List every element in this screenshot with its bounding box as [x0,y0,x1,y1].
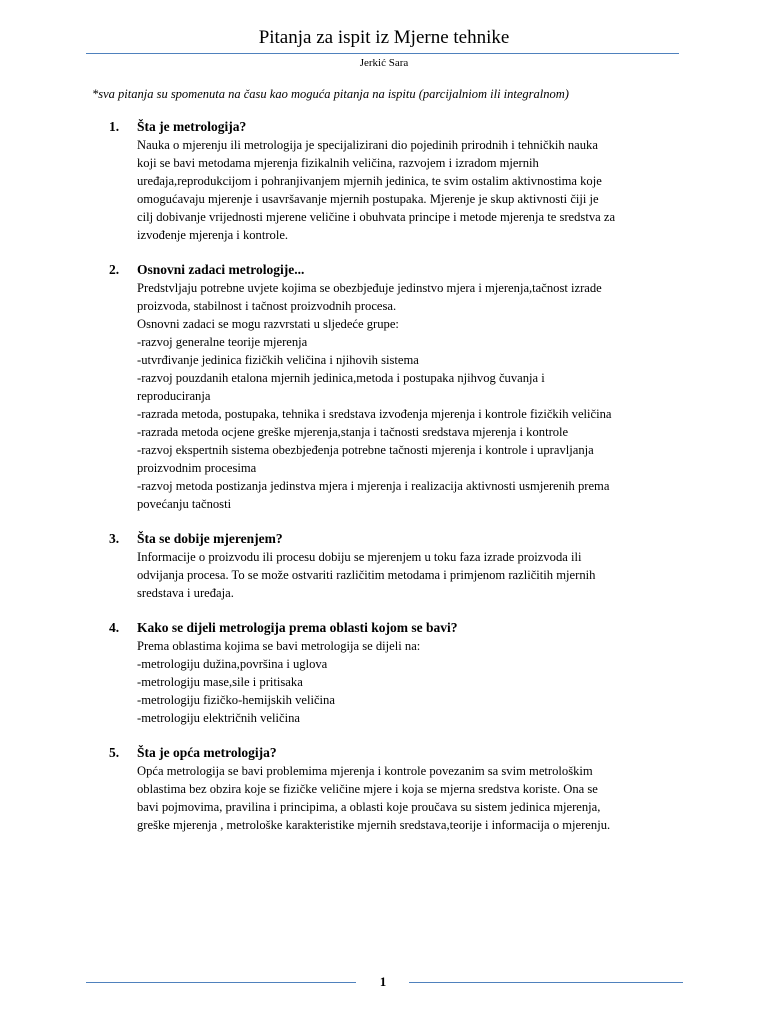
question-number: 4. [109,620,120,635]
question-item [109,261,689,513]
answer-line: -metrologiju mase,sile i pritisaka [137,675,303,689]
answer-line: Opća metrologija se bavi problemima mjerenja i kontrole povezanim sa svim metrološkim [137,764,593,778]
question-item [109,744,689,834]
question-item [109,530,689,602]
question-title: Šta se dobije mjerenjem? [137,531,283,546]
question-item [109,619,689,727]
answer-line: -metrologiju električnih veličina [137,711,300,725]
answer-line: bavi pojmovima, pravilina i principima, a oblasti koje proučava su sistem jedinica mjerenja, [137,800,601,814]
answer-line: odvijanja procesa. To se može ostvariti različitim metodama i primjenom različitih mjernih [137,568,596,582]
answer-line: proizvodnim procesima [137,461,257,475]
answer-line: reproduciranja [137,389,211,403]
title-divider [86,53,679,54]
answer-line: -razrada metoda, postupaka, tehnika i sredstava izvođenja mjerenja i kontrole fizičkih veličina [137,407,612,421]
question-item [109,118,689,244]
answer-line: -razvoj generalne teorije mjerenja [137,335,308,349]
answer-line: uređaja,reprodukcijom i pohranjivanjem mjernih jedinica, te svim ostalim aktivnostima koje [137,174,602,188]
answer-line: Nauka o mjerenju ili metrologija je specijalizirani dio pojedinih prirodnih i tehničkih nauka [137,138,598,152]
question-number: 2. [109,262,120,277]
exam-note: *sva pitanja su spomenuta na času kao moguća pitanja na ispitu (parcijalniom ili integralnom) [92,87,569,101]
answer-line: -utvrđivanje jedinica fizičkih veličina i njihovih sistema [137,353,419,367]
answer-line: -razvoj pouzdanih etalona mjernih jedinica,metoda i postupaka njihvog čuvanja i [137,371,545,385]
footer-divider-right [409,982,683,983]
answer-line: Informacije o proizvodu ili procesu dobiju se mjerenjem u toku faza izrade proizvoda ili [137,550,582,564]
author-name: Jerkić Sara [359,57,409,69]
answer-line: -razvoj metoda postizanja jedinstva mjera i mjerenja i realizacija aktivnosti usmjerenih prema [137,479,610,493]
answer-line: povećanju tačnosti [137,497,232,511]
answer-line: omogućavaju mjerenje i usavršavanje mjernih postupaka. Mjerenje je skup aktivnosti čiji je [137,192,599,206]
question-title: Šta je opća metrologija? [137,745,277,760]
footer-divider-left [86,982,356,983]
answer-line: -razvoj ekspertnih sistema obezbjeđenja potrebne tačnosti mjerenja i kontrole i upravljanja [137,443,594,457]
answer-line: -razrada metoda ocjene greške mjerenja,stanja i tačnosti sredstava mjerenja i kontrole [137,425,569,439]
answer-line: Osnovni zadaci se mogu razvrstati u sljedeće grupe: [137,317,399,331]
document-title: Pitanja za ispit iz Mjerne tehnike [258,27,510,48]
question-number: 1. [109,119,120,134]
question-title: Osnovni zadaci metrologije... [137,262,305,277]
question-title: Kako se dijeli metrologija prema oblasti kojom se bavi? [137,620,458,635]
answer-line: greške mjerenja , metrološke karakteristike mjernih sredstava,teorije i informacija o mjerenju. [137,818,611,832]
answer-line: izvođenje mjerenja i kontrole. [137,228,289,242]
answer-line: proizvoda, stabilnost i tačnost proizvodnih procesa. [137,299,397,313]
question-number: 5. [109,745,120,760]
page-number: 1 [379,974,387,989]
answer-line: -metrologiju dužina,površina i uglova [137,657,328,671]
answer-line: Prema oblastima kojima se bavi metrologija se dijeli na: [137,639,421,653]
question-list [109,118,689,851]
answer-line: sredstava i uređaja. [137,586,234,600]
answer-line: -metrologiju fizičko-hemijskih veličina [137,693,335,707]
answer-line: Predstvljaju potrebne uvjete kojima se obezbjeđuje jedinstvo mjera i mjerenja,tačnost izrade [137,281,602,295]
answer-line: cilj dobivanje vrijednosti mjerene veličine i obuhvata principe i metode mjerenja te sredstva za [137,210,616,224]
question-title: Šta je metrologija? [137,119,247,134]
question-number: 3. [109,531,120,546]
answer-line: koji se bavi metodama mjerenja fizikalnih veličina, razvojem i izradom mjernih [137,156,539,170]
answer-line: oblastima bez obzira koje se fizičke veličine mjere i koja se mjerna sredstva koriste. Ona se [137,782,598,796]
